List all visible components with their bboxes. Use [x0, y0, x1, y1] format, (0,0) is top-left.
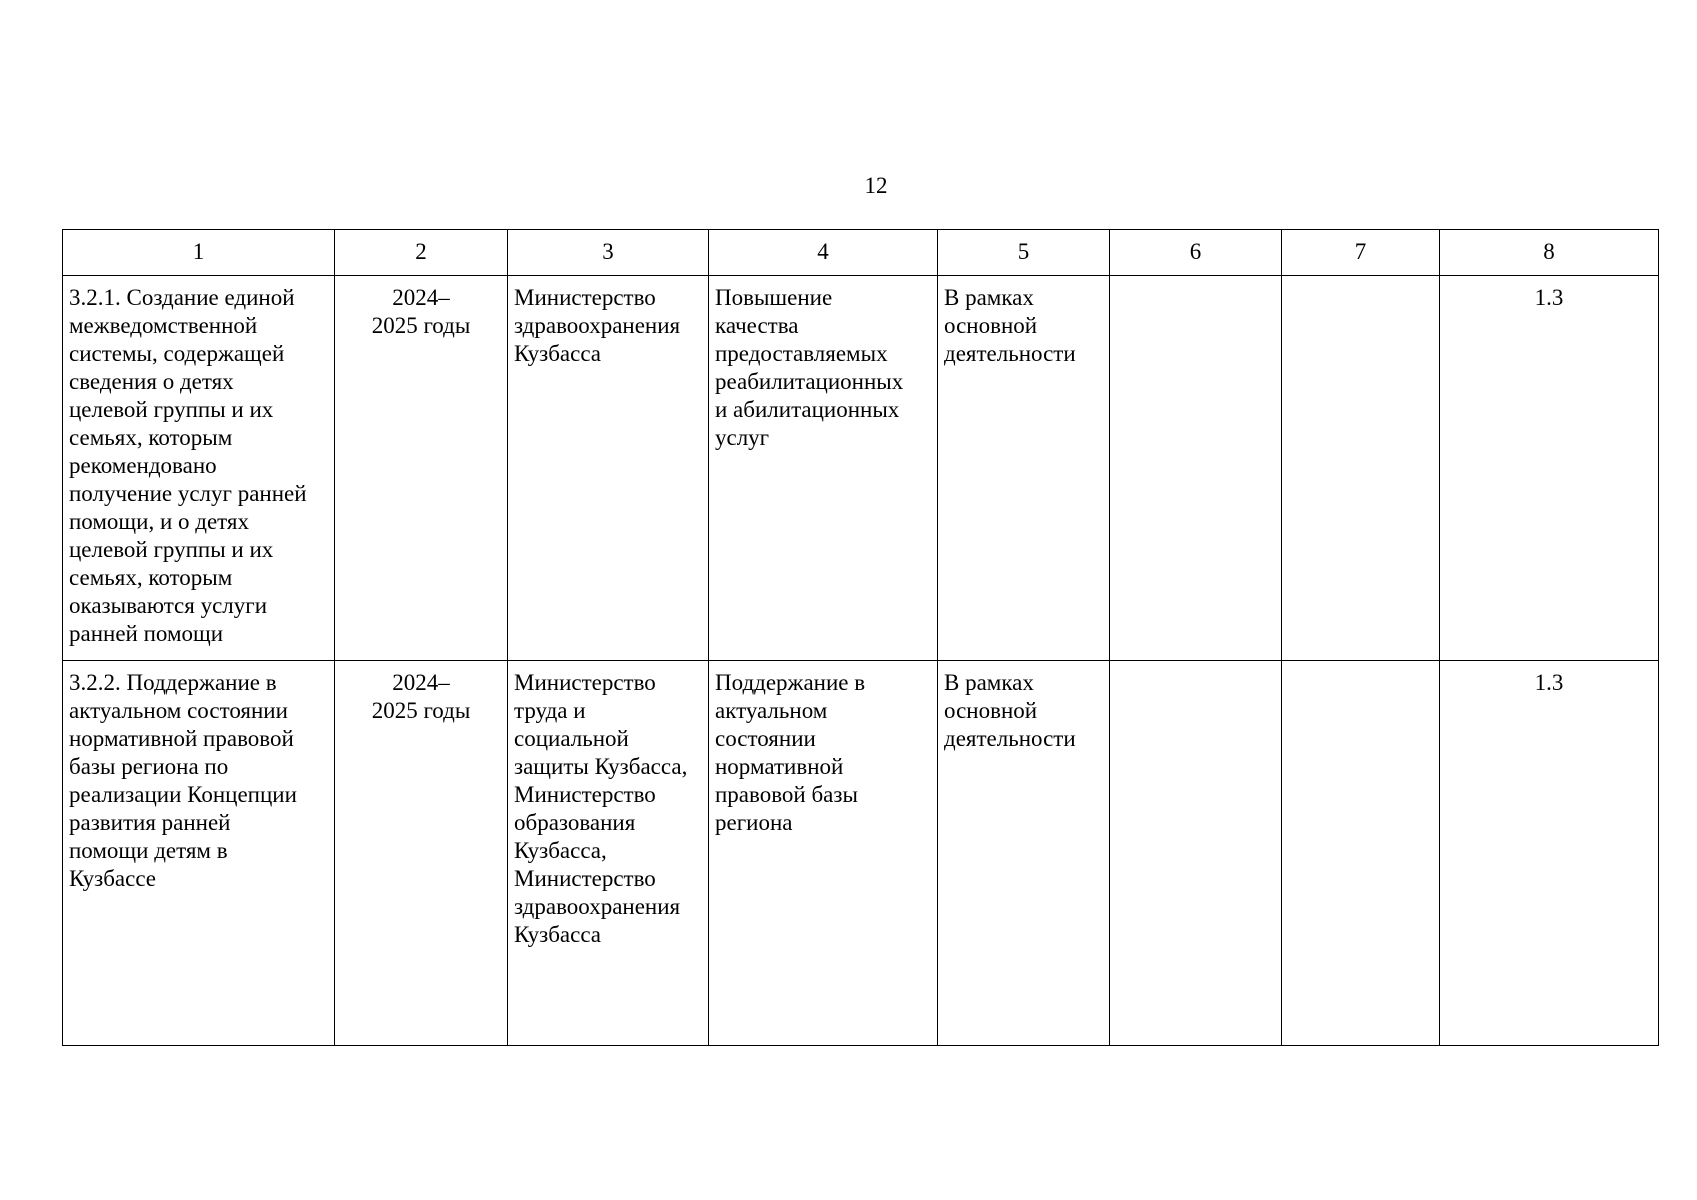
- period-cell: 2024– 2025 годы: [335, 276, 508, 661]
- executor-cell: Министерство труда и социальной защиты Кузбасса, Министерство образования Кузбасса, Министерство здравоохранения Кузбасса: [508, 661, 709, 1046]
- indicator-cell: 1.3: [1440, 276, 1659, 661]
- executor-cell: Министерство здравоохранения Кузбасса: [508, 276, 709, 661]
- column-header: 1: [63, 230, 335, 276]
- column-header: 5: [938, 230, 1110, 276]
- measure-cell: 3.2.2. Поддержание в актуальном состоянии нормативной правовой базы региона по реализации Концепции развития ранней помощи детям в Кузбассе: [63, 661, 335, 1046]
- column-header: 2: [335, 230, 508, 276]
- measures-table: [62, 229, 1659, 1046]
- column-header: 7: [1282, 230, 1440, 276]
- page-number: 12: [864, 173, 888, 198]
- table-header-row: [63, 230, 1659, 276]
- funding-cell: В рамках основной деятельности: [938, 276, 1110, 661]
- table-row: [63, 276, 1659, 661]
- period-cell: 2024– 2025 годы: [335, 661, 508, 1046]
- empty-cell: [1110, 661, 1282, 1046]
- column-header: 8: [1440, 230, 1659, 276]
- column-header: 6: [1110, 230, 1282, 276]
- table-row: [63, 661, 1659, 1046]
- result-cell: Поддержание в актуальном состоянии нормативной правовой базы региона: [709, 661, 938, 1046]
- funding-cell: В рамках основной деятельности: [938, 661, 1110, 1046]
- indicator-cell: 1.3: [1440, 661, 1659, 1046]
- empty-cell: [1282, 661, 1440, 1046]
- empty-cell: [1282, 276, 1440, 661]
- empty-cell: [1110, 276, 1282, 661]
- measure-cell: 3.2.1. Создание единой межведомственной системы, содержащей сведения о детях целевой группы и их семьях, которым рекомендовано получение услуг ранней помощи, и о детях целевой группы и их семьях, которым оказываются услуги ранней помощи: [63, 276, 335, 661]
- column-header: 4: [709, 230, 938, 276]
- column-header: 3: [508, 230, 709, 276]
- result-cell: Повышение качества предоставляемых реабилитационных и абилитационных услуг: [709, 276, 938, 661]
